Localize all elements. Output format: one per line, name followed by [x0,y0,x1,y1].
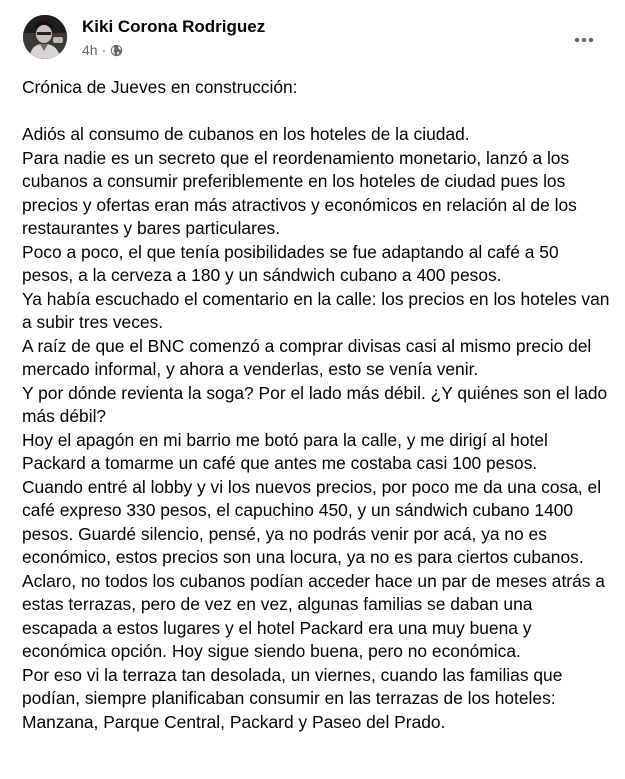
post-text [22,76,612,734]
post-title: Crónica de Jueves en construcción: [22,77,298,97]
more-options-button[interactable] [566,22,602,58]
meta-separator: · [101,42,107,58]
post-paragraph: Hoy el apagón en mi barrio me botó para la calle, y me dirigí al hotel Packard a tomarme un café que antes me costaba casi 100 pesos. [22,429,548,473]
post-meta [82,42,123,58]
avatar[interactable] [23,15,67,59]
globe-icon[interactable] [110,44,123,57]
post-timestamp[interactable]: 4h [82,42,98,58]
post-paragraph: Adiós al consumo de cubanos en los hoteles de la ciudad. [22,124,470,144]
post-paragraph: Ya había escuchado el comentario en la calle: los precios en los hoteles van a subir tres veces. [22,288,610,332]
more-options-icon [574,37,594,43]
author-name[interactable]: Kiki Corona Rodriguez [82,17,266,36]
post-paragraph: A raíz de que el BNC comenzó a comprar divisas casi al mismo precio del mercado informal, y ahora a venderlas, esto se venía venir. [22,335,592,379]
post-paragraph: Para nadie es un secreto que el reordenamiento monetario, lanzó a los cubanos a consumir preferiblemente en los hoteles de ciudad pues los precios y ofertas eran más atractivos y económicos en relación al de los restaurantes y bares particulares. [22,147,577,238]
post-paragraph: Y por dónde revienta la soga? Por el lado más débil. ¿Y quiénes son el lado más débil? [22,382,608,426]
post-paragraph: Por eso vi la terraza tan desolada, un viernes, cuando las familias que podían, siempre planificaban consumir en las terrazas de los hoteles: Manzana, Parque Central, Packard y Paseo del Prado. [22,664,563,732]
post-paragraph: Cuando entré al lobby y vi los nuevos precios, por poco me da una cosa, el café expreso 330 pesos, el capuchino 450, y un sándwich cubano 1400 pesos. Guardé silencio, pensé, ya no podrás venir por acá, ya no es económico, estos precios son una locura, ya no es para ciertos cubanos. [22,476,602,567]
post-paragraph: Aclaro, no todos los cubanos podían acceder hace un par de meses atrás a estas terrazas, pero de vez en vez, algunas familias se daban una escapada a estos lugares y el hotel Packard era una muy buena y económica opción. Hoy sigue siendo buena, pero no económica. [22,570,605,661]
post-paragraph: Poco a poco, el que tenía posibilidades se fue adaptando al café a 50 pesos, a la cerveza a 180 y un sándwich cubano a 400 pesos. [22,241,559,285]
